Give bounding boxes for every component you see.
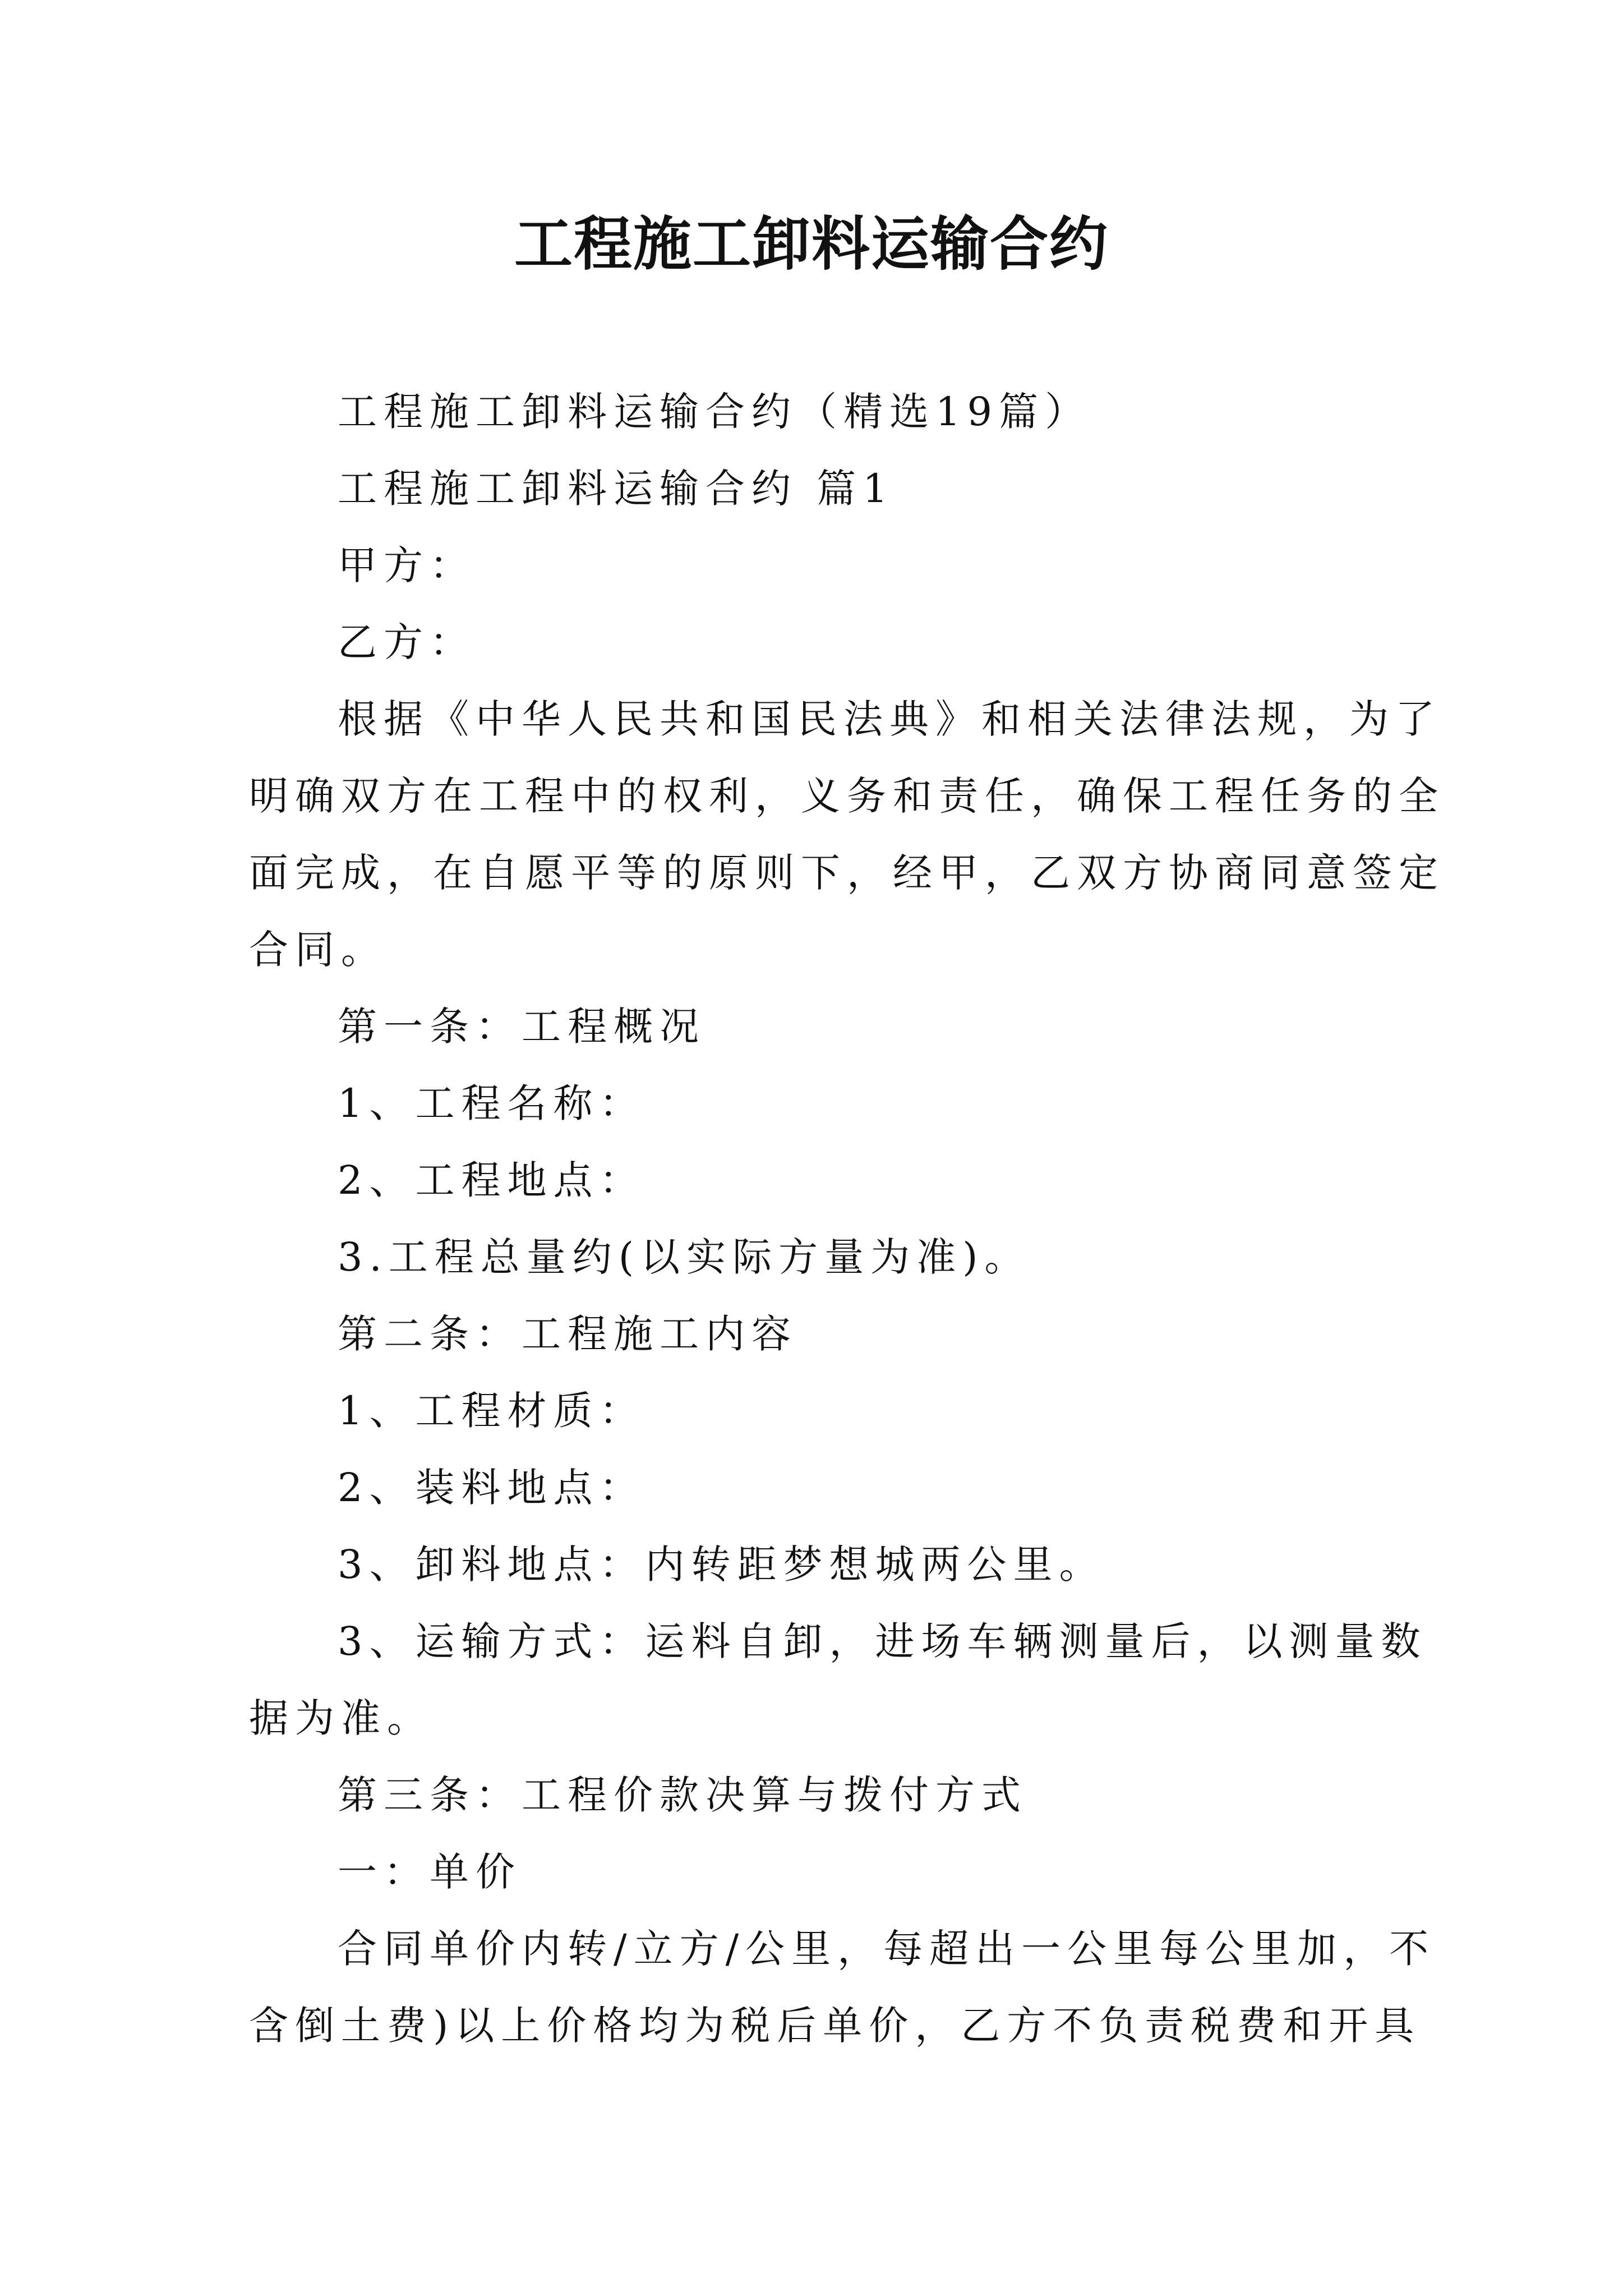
list-item: 2、工程地点： [338, 1157, 645, 1203]
section-heading: 工程施工卸料运输合约 篇1 [338, 466, 895, 512]
article-heading: 第二条：工程施工内容 [338, 1311, 797, 1357]
list-item: 3.工程总量约(以实际方量为准)。 [338, 1234, 1031, 1280]
paragraph-line: 合同单价内转/立方/公里，每超出一公里每公里加，不 [338, 1926, 1436, 1972]
article-heading: 第三条：工程价款决算与拨付方式 [338, 1772, 1027, 1818]
list-item: 2、装料地点： [338, 1465, 645, 1511]
party-b-line: 乙方： [338, 619, 476, 665]
list-item-continuation: 据为准。 [249, 1695, 433, 1741]
paragraph-line: 面完成，在自愿平等的原则下，经甲，乙双方协商同意签定 [249, 850, 1445, 896]
list-item: 1、工程名称： [338, 1080, 645, 1126]
sub-heading: 一：单价 [338, 1849, 522, 1895]
article-heading: 第一条：工程概况 [338, 1004, 706, 1050]
paragraph-line: 合同。 [249, 927, 387, 973]
paragraph-line: 根据《中华人民共和国民法典》和相关法律法规，为了 [338, 696, 1441, 742]
party-a-line: 甲方： [338, 542, 476, 588]
document-title: 工程施工卸料运输合约 [514, 209, 1109, 278]
list-item: 3、运输方式：运料自卸，进场车辆测量后，以测量数 [338, 1618, 1427, 1664]
list-item: 1、工程材质： [338, 1388, 645, 1434]
paragraph-line: 含倒土费)以上价格均为税后单价，乙方不负责税费和开具 [249, 2003, 1421, 2049]
paragraph-line: 明确双方在工程中的权利，义务和责任，确保工程任务的全 [249, 773, 1445, 819]
list-item: 3、卸料地点：内转距梦想城两公里。 [338, 1542, 1105, 1588]
subtitle-line: 工程施工卸料运输合约（精选19篇） [338, 389, 1091, 435]
